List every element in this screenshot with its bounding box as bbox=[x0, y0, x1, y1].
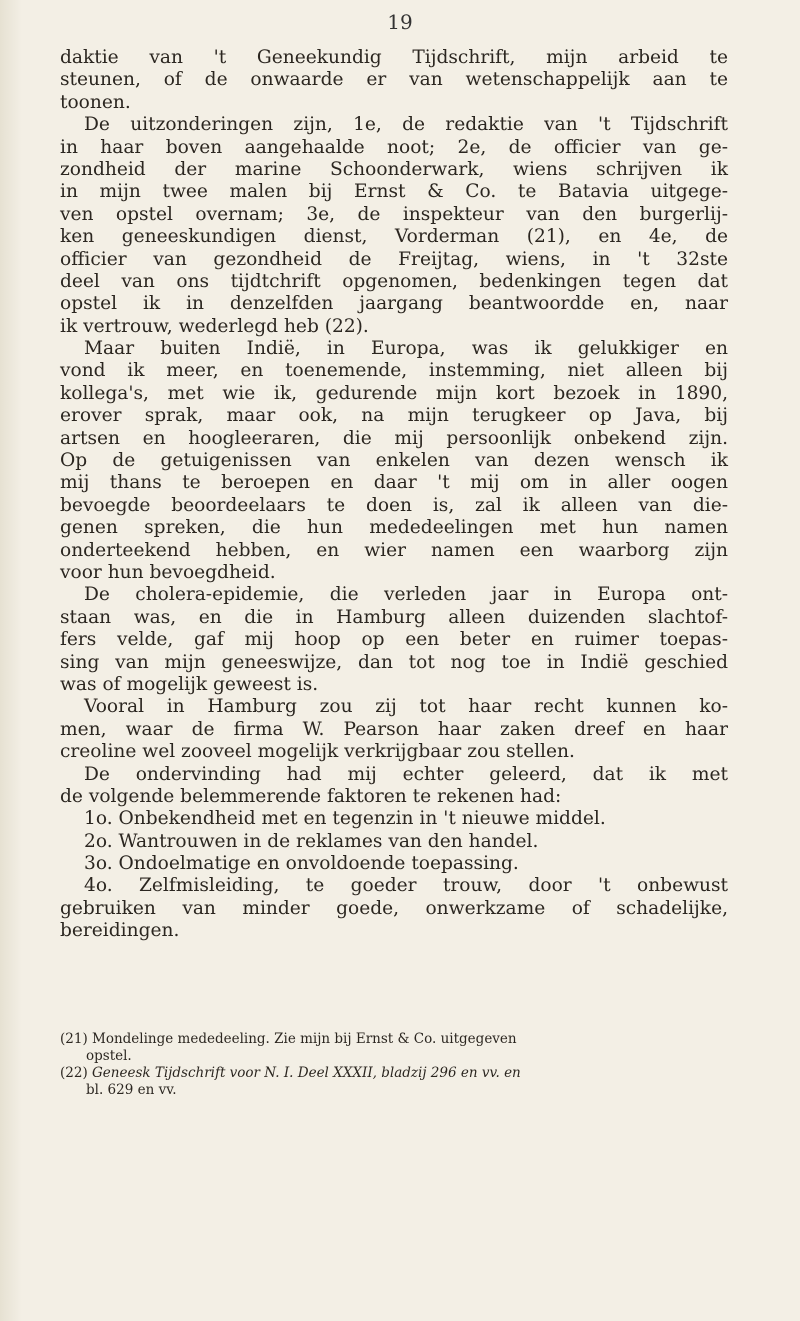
footnote-marker: (22) bbox=[60, 1065, 88, 1081]
text-line: ken geneeskundigen dienst, Vorderman (21), en 4e, de bbox=[60, 226, 728, 248]
text-line: genen spreken, die hun mededeelingen met hun namen bbox=[60, 517, 728, 539]
footnotes bbox=[60, 1031, 728, 1099]
page-gutter-shadow bbox=[0, 0, 22, 1321]
text-line: deel van ons tijdtchrift opgenomen, bedenkingen tegen dat bbox=[60, 270, 728, 292]
footnote-continuation: bl. 629 en vv. bbox=[86, 1082, 177, 1098]
footnote bbox=[60, 1031, 728, 1048]
text-line: Op de getuigenissen van enkelen van dezen wensch ik bbox=[60, 450, 728, 472]
text-line: kollega's, met wie ik, gedurende mijn kort bezoek in 1890, bbox=[60, 382, 728, 404]
text-line: staan was, en die in Hamburg alleen duizenden slachtof- bbox=[60, 606, 728, 628]
footnote bbox=[60, 1065, 728, 1082]
text-line: opstel ik in denzelfden jaargang beantwoordde en, naar bbox=[60, 293, 728, 315]
text-line: ik vertrouw, wederlegd heb (22). bbox=[60, 315, 369, 337]
text-line: De ondervinding had mij echter geleerd, dat ik met bbox=[84, 763, 728, 785]
text-line: officier van gezondheid de Freijtag, wiens, in 't 32ste bbox=[60, 248, 728, 270]
footnote-text: Mondelinge mededeeling. Zie mijn bij Ernst & Co. uitgegeven bbox=[92, 1031, 517, 1047]
footnote-marker: (21) bbox=[60, 1031, 88, 1047]
list-item: 4o. Zelfmisleiding, te goeder trouw, door 't onbewust bbox=[84, 875, 728, 897]
text-line: vond ik meer, en toenemende, instemming, niet alleen bij bbox=[60, 360, 728, 382]
text-line: onderteekend hebben, en wier namen een waarborg zijn bbox=[60, 539, 728, 561]
text-line: zondheid der marine Schoonderwark, wiens schrijven ik bbox=[60, 158, 728, 180]
footnote-text: Geneesk Tijdschrift voor N. I. Deel XXXII, bladzij 296 en vv. en bbox=[92, 1065, 521, 1081]
text-line: artsen en hoogleeraren, die mij persoonlijk onbekend zijn. bbox=[60, 427, 728, 449]
text-line: sing van mijn geneeswijze, dan tot nog toe in Indië geschied bbox=[60, 651, 728, 673]
text-line: mij thans te beroepen en daar 't mij om in aller oogen bbox=[60, 472, 728, 494]
text-line: bevoegde beoordeelaars te doen is, zal ik alleen van die- bbox=[60, 494, 728, 516]
text-line: ven opstel overnam; 3e, de inspekteur van den burgerlij- bbox=[60, 203, 728, 225]
text-line: erover sprak, maar ook, na mijn terugkeer op Java, bij bbox=[60, 405, 728, 427]
text-line: steunen, of de onwaarde er van wetenschappelijk aan te bbox=[60, 69, 728, 91]
page-number: 19 bbox=[387, 10, 413, 34]
text-line: in haar boven aangehaalde noot; 2e, de officier van ge- bbox=[60, 136, 728, 158]
text-line: Vooral in Hamburg zou zij tot haar recht kunnen ko- bbox=[84, 696, 728, 718]
text-line: gebruiken van minder goede, onwerkzame of schadelijke, bbox=[60, 897, 728, 919]
text-line: fers velde, gaf mij hoop op een beter en ruimer toepas- bbox=[60, 629, 728, 651]
list-item: 2o. Wantrouwen in de reklames van den handel. bbox=[84, 830, 539, 852]
text-line: de volgende belemmerende faktoren te rekenen had: bbox=[60, 785, 562, 807]
text-line: creoline wel zooveel mogelijk verkrijgbaar zou stellen. bbox=[60, 741, 575, 763]
list-item: 3o. Ondoelmatige en onvoldoende toepassing. bbox=[84, 853, 519, 875]
text-line: was of mogelijk geweest is. bbox=[60, 673, 319, 695]
body-text bbox=[60, 47, 728, 943]
text-line: De uitzonderingen zijn, 1e, de redaktie van 't Tijdschrift bbox=[84, 114, 728, 136]
list-item: 1o. Onbekendheid met en tegenzin in 't nieuwe middel. bbox=[84, 808, 606, 830]
text-line: bereidingen. bbox=[60, 920, 180, 942]
text-line: De cholera-epidemie, die verleden jaar in Europa ont- bbox=[84, 584, 728, 606]
text-line: toonen. bbox=[60, 91, 131, 113]
text-line: in mijn twee malen bij Ernst & Co. te Batavia uitgege- bbox=[60, 181, 728, 203]
text-line: voor hun bevoegdheid. bbox=[60, 561, 276, 583]
text-line: men, waar de firma W. Pearson haar zaken dreef en haar bbox=[60, 718, 728, 740]
text-line: daktie van 't Geneekundig Tijdschrift, mijn arbeid te bbox=[60, 47, 728, 68]
text-line: Maar buiten Indië, in Europa, was ik gelukkiger en bbox=[84, 338, 728, 360]
footnote-continuation: opstel. bbox=[86, 1048, 132, 1064]
